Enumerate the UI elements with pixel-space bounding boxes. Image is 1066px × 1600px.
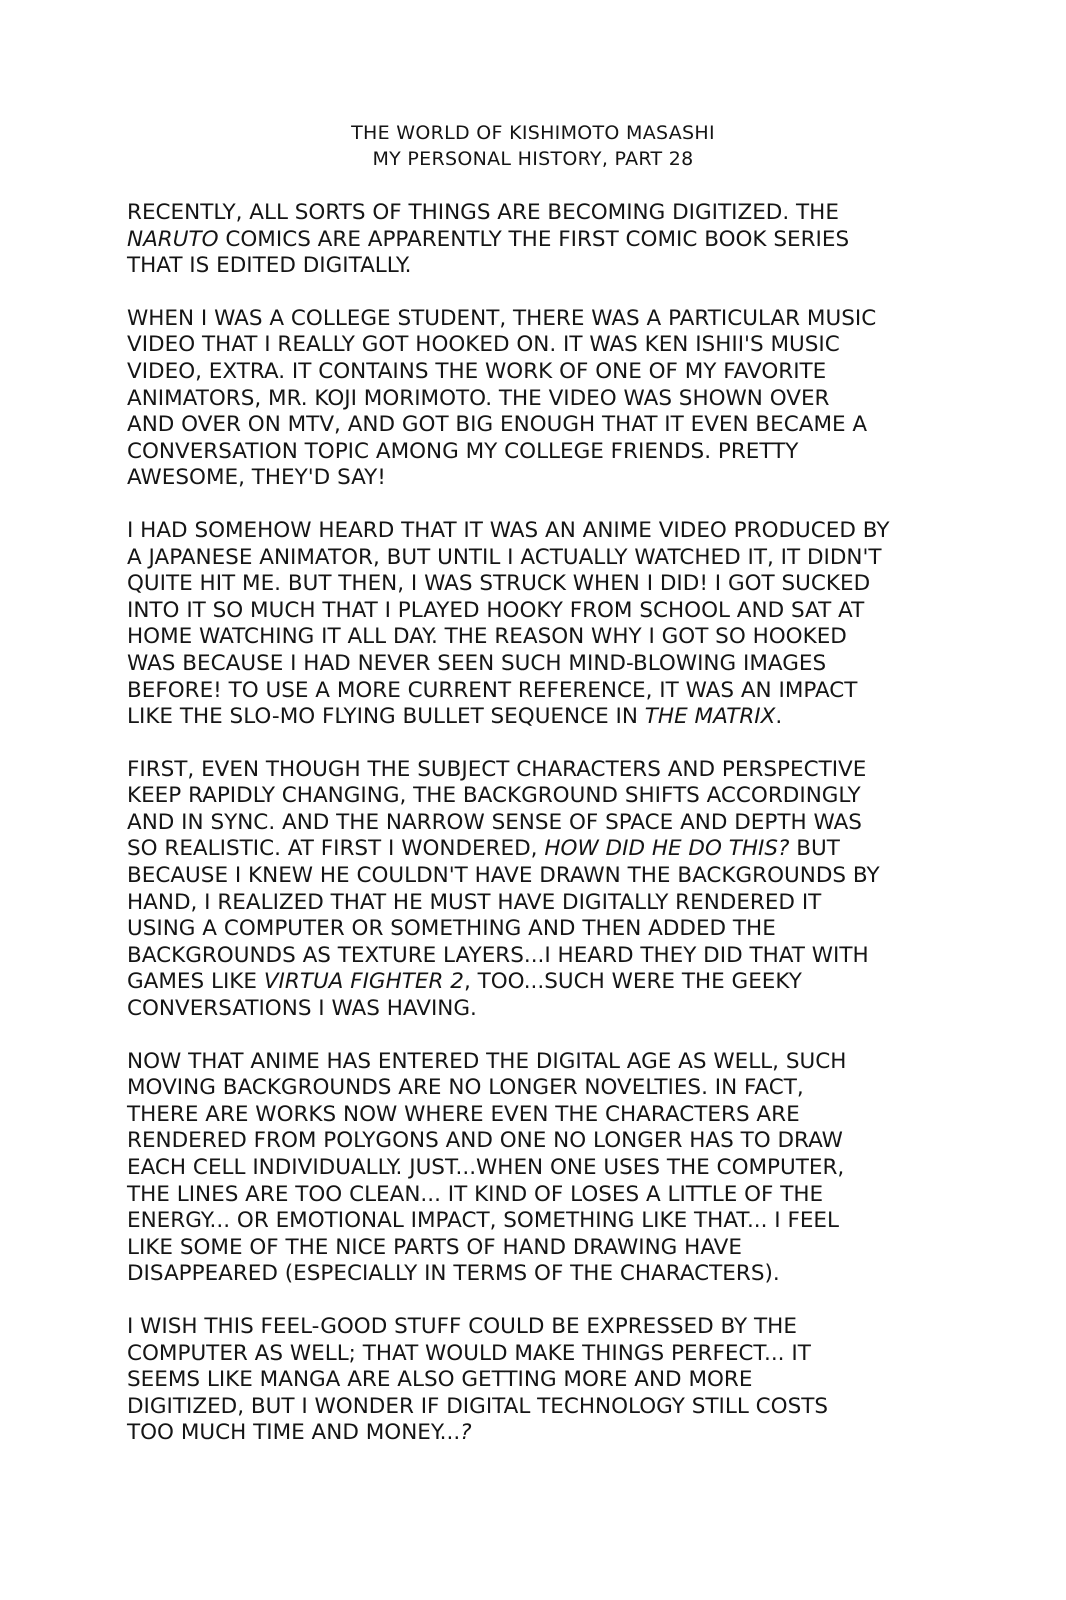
text-line (127, 1075, 957, 1102)
paragraph (127, 200, 957, 280)
text-segment: QUITE HIT ME. BUT THEN, I WAS STRUCK WHEN I DID! I GOT SUCKED (127, 571, 871, 597)
text-segment: CONVERSATION TOPIC AMONG MY COLLEGE FRIENDS. PRETTY (127, 438, 799, 464)
text-segment: THE LINES ARE TOO CLEAN... IT KIND OF LOSES A LITTLE OF THE (127, 1181, 824, 1207)
text-line (127, 890, 957, 917)
text-segment: WAS BECAUSE I HAD NEVER SEEN SUCH MIND-BLOWING IMAGES (127, 650, 827, 676)
text-line (127, 1235, 957, 1262)
text-segment: RECENTLY, ALL SORTS OF THINGS ARE BECOMING DIGITIZED. THE (127, 200, 839, 225)
text-line (127, 1367, 957, 1394)
text-segment: AND OVER ON MTV, AND GOT BIG ENOUGH THAT IT EVEN BECAME A (127, 412, 868, 438)
text-line (127, 412, 957, 439)
text-line (127, 1208, 957, 1235)
text-line (127, 1420, 957, 1447)
text-line (127, 386, 957, 413)
text-line (127, 545, 957, 572)
text-segment: VIDEO THAT I REALLY GOT HOOKED ON. IT WAS KEN ISHII'S MUSIC (127, 332, 840, 358)
text-line (127, 704, 957, 731)
text-segment: EACH CELL INDIVIDUALLY. JUST...WHEN ONE USES THE COMPUTER, (127, 1155, 845, 1180)
text-line (127, 678, 957, 705)
text-line (127, 757, 957, 784)
text-segment: GAMES LIKE (127, 969, 264, 995)
text-line (127, 1182, 957, 1209)
text-line (127, 598, 957, 625)
paragraph (127, 518, 957, 731)
text-segment: BECAUSE I KNEW HE COULDN'T HAVE DRAWN THE BACKGROUNDS BY (127, 863, 880, 889)
text-line (127, 1341, 957, 1368)
text-line (127, 253, 957, 280)
text-line (127, 227, 957, 254)
text-line (127, 836, 957, 863)
text-segment: , TOO...SUCH WERE THE GEEKY (463, 969, 802, 995)
text-line (127, 810, 957, 837)
text-segment: LIKE SOME OF THE NICE PARTS OF HAND DRAWING HAVE (127, 1234, 742, 1260)
text-line (127, 916, 957, 943)
text-segment: AND IN SYNC. AND THE NARROW SENSE OF SPACE AND DEPTH WAS (127, 809, 862, 835)
text-segment: BACKGROUNDS AS TEXTURE LAYERS...I HEARD THEY DID THAT WITH (127, 942, 869, 968)
italic-title-text: HOW DID HE DO THIS? (544, 836, 790, 862)
text-segment: HOME WATCHING IT ALL DAY. THE REASON WHY I GOT SO HOOKED (127, 624, 847, 650)
text-segment: A JAPANESE ANIMATOR, BUT UNTIL I ACTUALLY WATCHED IT, IT DIDN'T (127, 544, 882, 570)
text-line (127, 518, 957, 545)
text-segment: BEFORE! TO USE A MORE CURRENT REFERENCE, IT WAS AN IMPACT (127, 677, 858, 703)
text-segment: RENDERED FROM POLYGONS AND ONE NO LONGER HAS TO DRAW (127, 1128, 843, 1154)
text-segment: HAND, I REALIZED THAT HE MUST HAVE DIGITALLY RENDERED IT (127, 889, 822, 915)
text-line (127, 1394, 957, 1421)
text-segment: AWESOME, THEY'D SAY! (127, 465, 386, 491)
text-line (127, 651, 957, 678)
paragraph (127, 1314, 957, 1447)
text-line (127, 306, 957, 333)
text-segment: FIRST, EVEN THOUGH THE SUBJECT CHARACTERS AND PERSPECTIVE (127, 756, 867, 782)
article-body (127, 200, 957, 1473)
text-line (127, 969, 957, 996)
text-segment: SEEMS LIKE MANGA ARE ALSO GETTING MORE AND MORE (127, 1367, 753, 1393)
text-segment: COMICS ARE APPARENTLY THE FIRST COMIC BOOK SERIES (218, 226, 850, 252)
text-line (127, 996, 957, 1023)
paragraph (127, 306, 957, 492)
text-segment: ENERGY... OR EMOTIONAL IMPACT, SOMETHING LIKE THAT... I FEEL (127, 1208, 839, 1234)
page-title (0, 120, 1066, 172)
paragraph (127, 1049, 957, 1288)
text-segment: THERE ARE WORKS NOW WHERE EVEN THE CHARACTERS ARE (127, 1101, 800, 1127)
italic-title-text: VIRTUA FIGHTER 2 (263, 969, 464, 995)
text-line (127, 1128, 957, 1155)
text-segment: I HAD SOMEHOW HEARD THAT IT WAS AN ANIME VIDEO PRODUCED BY (127, 517, 890, 543)
text-line (127, 863, 957, 890)
text-line (127, 465, 957, 492)
italic-title-text: NARUTO (127, 226, 219, 252)
text-line (127, 1261, 957, 1288)
italic-title-text: ? (460, 1420, 472, 1446)
text-segment: DISAPPEARED (ESPECIALLY IN TERMS OF THE CHARACTERS). (127, 1261, 780, 1287)
text-line (127, 1314, 957, 1341)
text-segment: DIGITIZED, BUT I WONDER IF DIGITAL TECHNOLOGY STILL COSTS (127, 1393, 829, 1419)
title-line-1: THE WORLD OF KISHIMOTO MASASHI (351, 122, 715, 144)
text-segment: COMPUTER AS WELL; THAT WOULD MAKE THINGS PERFECT... IT (127, 1340, 811, 1366)
text-segment: ANIMATORS, MR. KOJI MORIMOTO. THE VIDEO WAS SHOWN OVER (127, 385, 830, 411)
text-line (127, 943, 957, 970)
text-segment: WHEN I WAS A COLLEGE STUDENT, THERE WAS A PARTICULAR MUSIC (127, 305, 877, 331)
text-segment: I WISH THIS FEEL-GOOD STUFF COULD BE EXPRESSED BY THE (127, 1313, 797, 1339)
text-segment: KEEP RAPIDLY CHANGING, THE BACKGROUND SHIFTS ACCORDINGLY (127, 783, 861, 809)
text-line (127, 783, 957, 810)
text-line (127, 332, 957, 359)
paragraph (127, 757, 957, 1023)
text-line (127, 1049, 957, 1076)
text-line (127, 1102, 957, 1129)
italic-title-text: THE MATRIX (644, 704, 776, 730)
text-segment: INTO IT SO MUCH THAT I PLAYED HOOKY FROM SCHOOL AND SAT AT (127, 597, 865, 623)
text-line (127, 359, 957, 386)
text-segment: CONVERSATIONS I WAS HAVING. (127, 996, 477, 1022)
text-line (127, 1155, 957, 1182)
title-line-2: MY PERSONAL HISTORY, PART 28 (372, 148, 694, 170)
text-line (127, 200, 957, 227)
text-segment: NOW THAT ANIME HAS ENTERED THE DIGITAL AGE AS WELL, SUCH (127, 1048, 847, 1074)
text-segment: USING A COMPUTER OR SOMETHING AND THEN ADDED THE (127, 916, 776, 942)
text-line (127, 624, 957, 651)
text-segment: BUT (789, 836, 840, 862)
text-line (127, 439, 957, 466)
text-segment: MOVING BACKGROUNDS ARE NO LONGER NOVELTIES. IN FACT, (127, 1075, 804, 1101)
text-segment: LIKE THE SLO-MO FLYING BULLET SEQUENCE IN (127, 704, 645, 730)
text-segment: VIDEO, EXTRA. IT CONTAINS THE WORK OF ONE OF MY FAVORITE (127, 358, 827, 384)
text-line (127, 571, 957, 598)
text-segment: . (775, 704, 783, 730)
text-segment: THAT IS EDITED DIGITALLY. (127, 253, 412, 279)
text-segment: TOO MUCH TIME AND MONEY... (127, 1420, 461, 1446)
text-segment: SO REALISTIC. AT FIRST I WONDERED, (127, 836, 545, 862)
